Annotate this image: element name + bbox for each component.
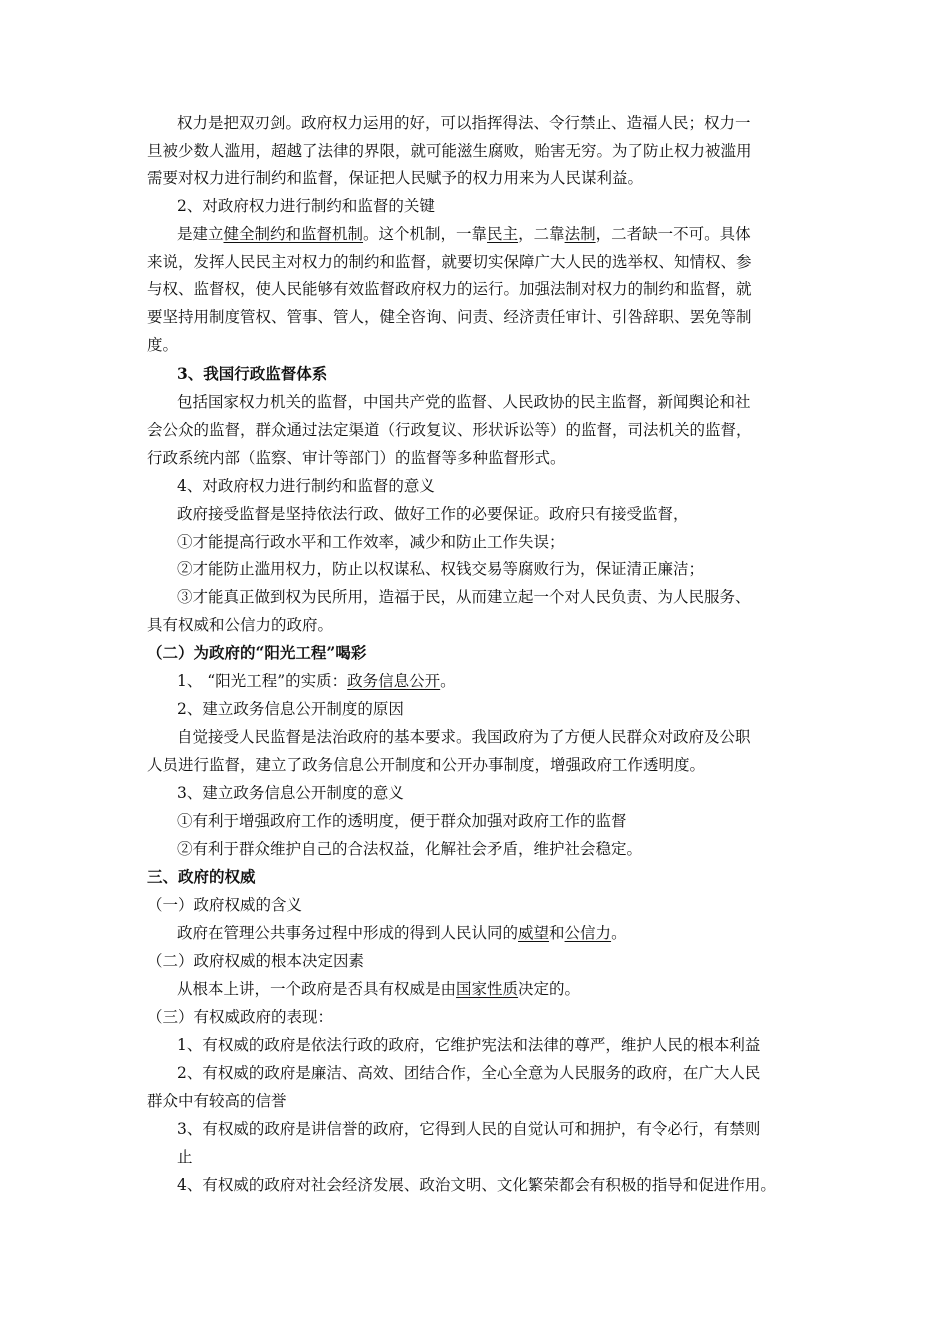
text-segment: 旦被少数人滥用，超越了法律的界限，就可能滋生腐败，贻害无穷。为了防止权力被滥用 (147, 142, 752, 160)
text-line (147, 1007, 333, 1027)
text-segment: 行政系统内部（监察、审计等部门）的监督等多种监督形式。 (147, 449, 566, 467)
text-segment: 群众中有较高的信誉 (147, 1092, 287, 1110)
text-segment: 政府在管理公共事务过程中形成的得到人民认同的 (177, 924, 519, 942)
text-line (147, 420, 752, 440)
text-segment: 2、建立政务信息公开制度的原因 (177, 700, 404, 718)
text-line (177, 504, 689, 524)
text-segment: 2、对政府权力进行制约和监督的关键 (177, 197, 435, 215)
text-line (147, 141, 752, 161)
text-segment: （二）为政府的“阳光工程”喝彩 (147, 643, 367, 662)
text-line (177, 979, 580, 999)
text-line (177, 224, 751, 244)
text-line (177, 783, 404, 803)
text-segment: 自觉接受人民监督是法治政府的基本要求。我国政府为了方便人民群众对政府及公职 (177, 728, 751, 746)
text-line (147, 951, 364, 971)
underlined-term: 国家性质 (456, 980, 519, 998)
text-segment: 决定的。 (518, 980, 581, 998)
section-heading (147, 643, 366, 663)
underlined-term: 威望 (518, 924, 550, 942)
text-segment: 人员进行监督，建立了政务信息公开制度和公开办事制度，增强政府工作透明度。 (147, 756, 706, 774)
text-segment: 来说，发挥人民民主对权力的制约和监督，就要切实保障广大人民的选举权、知情权、参 (147, 253, 752, 271)
text-segment: 与权、监督权，使人民能够有效监督政府权力的运行。加强法制对权力的制约和监督，就 (147, 280, 752, 298)
text-line (147, 252, 752, 272)
text-line (147, 168, 643, 188)
text-segment: 。这个机制，一靠 (363, 225, 488, 243)
underlined-term: 公信力 (564, 924, 612, 942)
text-segment: 1、有权威的政府是依法行政的政府，它维护宪法和法律的尊严，维护人民的根本利益 (177, 1036, 761, 1054)
text-segment: ②有利于群众维护自己的合法权益，化解社会矛盾，维护社会稳定。 (177, 840, 643, 858)
text-segment: ③才能真正做到权为民所用，造福于民，从而建立起一个对人民负责、为人民服务、 (177, 588, 751, 606)
text-line (177, 671, 456, 691)
section-heading (177, 364, 327, 384)
text-segment: ①才能提高行政水平和工作效率，减少和防止工作失误； (177, 533, 565, 551)
text-segment: 需要对权力进行制约和监督，保证把人民赋予的权力用来为人民谋利益。 (147, 169, 644, 187)
text-segment: 要坚持用制度管权、管事、管人，健全咨询、问责、经济责任审计、引咎辞职、罢免等制 (147, 308, 752, 326)
text-segment: 会公众的监督，群众通过法定渠道（行政复议、形状诉讼等）的监督，司法机关的监督， (147, 421, 752, 439)
text-segment: 3、有权威的政府是讲信誉的政府，它得到人民的自觉认可和拥护，有令必行，有禁则 (177, 1120, 761, 1138)
text-segment: 4、有权威的政府对社会经济发展、政治文明、文化繁荣都会有积极的指导和促进作用。 (177, 1176, 776, 1194)
text-segment: 4、对政府权力进行制约和监督的意义 (177, 477, 435, 495)
text-line (177, 1175, 776, 1195)
text-line (177, 532, 565, 552)
text-line (177, 699, 404, 719)
text-line (177, 392, 751, 412)
text-line (147, 335, 178, 355)
text-line (147, 895, 302, 915)
text-segment: （一）政府权威的含义 (147, 896, 303, 914)
text-segment: 2、有权威的政府是廉洁、高效、团结合作，全心全意为人民服务的政府，在广大人民 (177, 1064, 761, 1082)
text-segment: ，二靠 (518, 225, 565, 243)
text-segment: 3、建立政务信息公开制度的意义 (177, 784, 404, 802)
text-line (147, 615, 333, 635)
text-segment: （三）有权威政府的表现： (147, 1008, 334, 1026)
text-segment: ①有利于增强政府工作的透明度，便于群众加强对政府工作的监督 (177, 812, 627, 830)
text-segment: ②才能防止滥用权力，防止以权谋私、权钱交易等腐败行为，保证清正廉洁； (177, 560, 705, 578)
text-line (177, 727, 751, 747)
underlined-term: 民主 (487, 225, 519, 243)
text-line (177, 839, 642, 859)
text-segment: 从根本上讲，一个政府是否具有权威是由 (177, 980, 457, 998)
text-segment: 。 (440, 672, 456, 690)
text-line (177, 476, 435, 496)
text-segment: （二）政府权威的根本决定因素 (147, 952, 365, 970)
text-line (147, 1091, 287, 1111)
text-segment: 包括国家权力机关的监督，中国共产党的监督、人民政协的民主监督，新闻舆论和社 (177, 393, 751, 411)
text-segment: 。 (611, 924, 627, 942)
text-line (177, 1063, 760, 1083)
text-line (177, 811, 627, 831)
text-line (147, 279, 752, 299)
text-line (177, 113, 751, 133)
text-line (177, 1119, 760, 1139)
text-segment: 权力是把双刃剑。政府权力运用的好，可以指挥得法、令行禁止、造福人民；权力一 (177, 114, 751, 132)
text-segment: 和 (549, 924, 565, 942)
underlined-term: 法制 (564, 225, 596, 243)
text-line (177, 1035, 760, 1055)
text-line (177, 196, 435, 216)
underlined-term: 健全制约和监督机制 (223, 225, 364, 243)
text-segment: ，二者缺一不可。具体 (595, 225, 751, 243)
text-segment: 1、 “阳光工程”的实质： (177, 672, 348, 690)
text-segment: 具有权威和公信力的政府。 (147, 616, 334, 634)
text-segment: 政府接受监督是坚持依法行政、做好工作的必要保证。政府只有接受监督， (177, 505, 689, 523)
text-line (147, 755, 705, 775)
text-line (147, 307, 752, 327)
underlined-term: 政务信息公开 (347, 672, 441, 690)
text-line (177, 559, 704, 579)
text-segment: 度。 (147, 336, 179, 354)
text-line (147, 448, 566, 468)
text-line (177, 1147, 193, 1167)
text-line (177, 923, 627, 943)
section-heading (147, 867, 256, 887)
text-segment: 3、我国行政监督体系 (177, 364, 328, 383)
text-line (177, 587, 751, 607)
text-segment: 三、政府的权威 (147, 867, 256, 886)
text-segment: 止 (177, 1148, 193, 1166)
text-segment: 是建立 (177, 225, 224, 243)
